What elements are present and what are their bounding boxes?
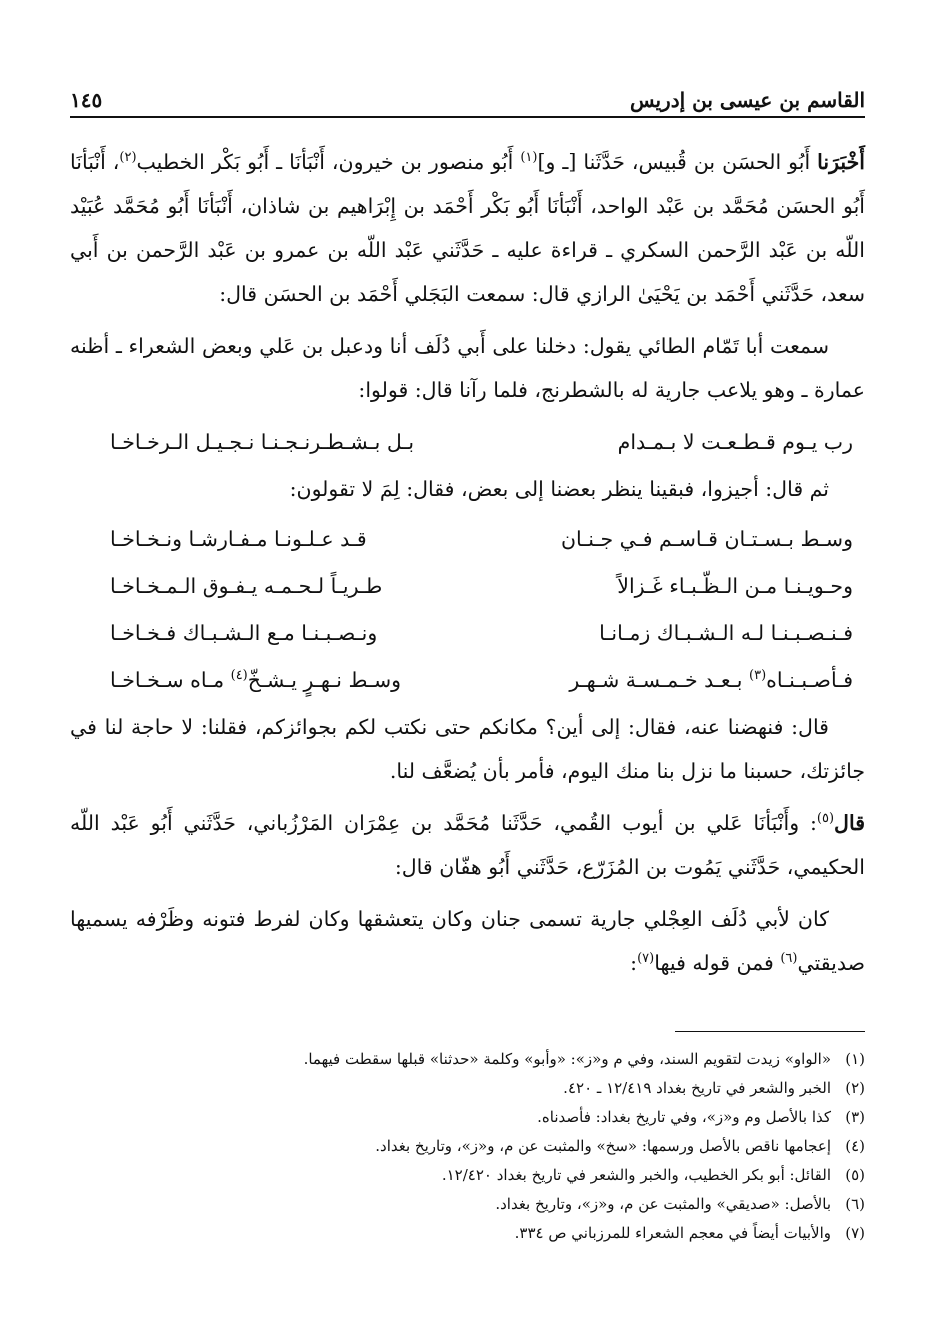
paragraph-isnad-1 <box>70 140 865 316</box>
paragraph-jinan <box>70 897 865 985</box>
text-run: مـاه سـخـاخـا <box>110 668 231 692</box>
footnote-ref[interactable]: (١) <box>520 150 538 166</box>
verse-second-hemistich: طـريـاً لـحـمـه يـفـوق الـمـخـاخـا <box>110 574 383 598</box>
footnote-text: إعجامها ناقص بالأصل ورسمها: «سخ» والمثبت عن م، و«ز»، وتاريخ بغداد. <box>375 1137 831 1155</box>
running-header <box>70 78 865 112</box>
paragraph-outcome: قال: فنهضنا عنه، فقال: إلى أين؟ مكانكم حتى نكتب لكم بجوائزكم، فقلنا: لا حاجة لنا في جائزتك، حسبنا ما نزل بنا منك اليوم، فأمر بأن يُضعَّف لنا. <box>70 715 865 783</box>
verse-first-hemistich: وسـط بـسـتـان قـاسـم فـي جـنـان <box>560 527 853 551</box>
footnote-number: (٥) <box>845 1166 865 1184</box>
verse-line <box>70 517 865 564</box>
footnote-number: (٣) <box>845 1108 865 1126</box>
lead-word: قال <box>834 811 865 835</box>
verse-first-hemistich: رب يـوم قـطـعـت لا بـمـدام <box>617 430 853 454</box>
footnote-ref[interactable]: (٧) <box>637 951 655 967</box>
footnote-ref[interactable]: (٣) <box>749 668 767 684</box>
footnote-number: (٢) <box>845 1079 865 1097</box>
verse-second-hemistich: بـل بـشـطـرنـجـنـا نـجـيـل الـرخـاخـا <box>110 430 415 454</box>
footnote-item <box>70 1190 865 1219</box>
text-run: بـعـد خـمـسـة شـهـر <box>569 668 750 692</box>
footnote-text: القائل: أبو بكر الخطيب، والخبر والشعر في تاريخ بغداد ١٢/٤٢٠. <box>441 1166 831 1184</box>
paragraph-isnad-2 <box>70 801 865 889</box>
footnote-text: كذا بالأصل وم و«ز»، وفي تاريخ بغداد: فأصدناه. <box>537 1108 831 1126</box>
footnote-number: (٧) <box>845 1224 865 1242</box>
footnote-ref[interactable]: (٦) <box>780 951 798 967</box>
text-run: فـأصـبـنـاه <box>766 668 853 692</box>
footnote-number: (١) <box>845 1050 865 1068</box>
footnote-text: «الواو» زيدت لتقويم السند، وفي م و«ز»: «وأبو» وكلمة «حدثنا» قبلها سقطت فيهما. <box>303 1050 831 1068</box>
page-number: ١٤٥ <box>70 88 103 112</box>
verse-second-hemistich <box>70 658 446 702</box>
footnote-rule <box>675 1031 865 1032</box>
footnote-text: الخبر والشعر في تاريخ بغداد ١٢/٤١٩ ـ ٤٢٠. <box>563 1079 831 1097</box>
header-title: القاسم بن عيسى بن إدريس <box>629 88 865 112</box>
header-rule <box>70 116 865 118</box>
verse-line <box>70 564 865 611</box>
footnote-item <box>70 1161 865 1190</box>
text-run: ، أَنْبَأنَا أَبُو الحسَن مُحَمَّد بن عَبْد الواحد، أَنْبَأنَا أَبُو بَكْر أَحْمَد بن إِبْرَاهيم بن شاذان، أَنْبَأنَا أَبُو مُحَمَّد عُبَيْد اللّه بن عَبْد الرَّحمن السكري ـ قراءة عليه ـ حَدَّثَني عَبْد اللّه بن عمرو بن عَبْد الرَّحمن بن أَبي سعد، حَدَّثَني أَحْمَد بن يَحْيَىٰ الرازي قال: سمعت البَجَلي أَحْمَد بن الحسَن قال: <box>70 150 865 306</box>
lead-word: أَخْبَرَنا <box>817 150 865 174</box>
footnote-ref[interactable]: (٤) <box>230 668 248 684</box>
text-run: : وأَنْبَأنَا عَلي بن أيوب القُمي، حَدَّثَنا مُحَمَّد بن عِمْرَان المَرْزُباني، حَدَّثَني أَبُو عَبْد اللّه الحكيمي، حَدَّثَني يَمُوت بن المُزَرّع، حَدَّثَني أَبُو هفّان قال: <box>70 811 865 879</box>
verse-line <box>70 611 865 658</box>
verse-first-hemistich: وحـويـنـا مـن الـظّـبـاء غَـزالاً <box>617 574 853 598</box>
footnotes <box>70 1045 865 1248</box>
verse-second-hemistich: ونـصـبـنـا مـع الـشـبـاك فـخـاخـا <box>110 621 378 645</box>
text-run: : <box>630 951 638 975</box>
footnote-number: (٦) <box>845 1195 865 1213</box>
main-text <box>70 140 865 993</box>
verse-first-hemistich <box>477 658 853 702</box>
footnote-number: (٤) <box>845 1137 865 1155</box>
footnote-item <box>70 1219 865 1248</box>
text-run: كان لأبي دُلَف العِجْلي جارية تسمى جنان وكان يتعشقها وكان لفرط فتونه وظَرْفه يسميها صديقتي <box>70 907 865 975</box>
verse-first-hemistich: فـنـصـبـنـا لـه الـشـبـاك زمـانـا <box>599 621 853 645</box>
text-run: وسـط نـهـرٍ يـشـخّ <box>247 668 402 692</box>
footnote-text: بالأصل: «صديقي» والمثبت عن م، و«ز»، وتاريخ بغداد. <box>495 1195 831 1213</box>
footnote-item <box>70 1132 865 1161</box>
text-run: أَبُو منصور بن خيرون، أَنْبَأنَا ـ أَبُو بَكْر الخطيب <box>136 150 521 174</box>
footnote-ref[interactable]: (٥) <box>816 811 835 827</box>
text-run: فمن قوله فيها <box>654 951 781 975</box>
text-run: أَبُو الحسَن بن قُبيس، حَدَّثَنا [ـ و] <box>537 150 818 174</box>
footnote-ref[interactable]: (٢) <box>119 150 137 166</box>
footnote-item <box>70 1074 865 1103</box>
paragraph-prompt: ثم قال: أجيزوا، فبقينا ينظر بعضنا إلى بعض، فقال: لِمَ لا تقولون: <box>289 477 829 501</box>
paragraph-narration: سمعت أبا تَمّام الطائي يقول: دخلنا على أَبي دُلَف أنا ودعبل بن عَلي وبعض الشعراء ـ أظنه عمارة ـ وهو يلاعب جارية له بالشطرنج، فلما رآنا قال: قولوا: <box>70 334 865 402</box>
verse-second-hemistich: قـد عـلـونـا مـفـارشـا ونـخـاخـا <box>110 527 367 551</box>
footnote-item <box>70 1103 865 1132</box>
verse-line <box>70 658 865 705</box>
footnote-text: والأبيات أيضاً في معجم الشعراء للمرزباني ص ٣٣٤. <box>514 1224 831 1242</box>
footnote-item <box>70 1045 865 1074</box>
verse-line <box>70 420 865 467</box>
